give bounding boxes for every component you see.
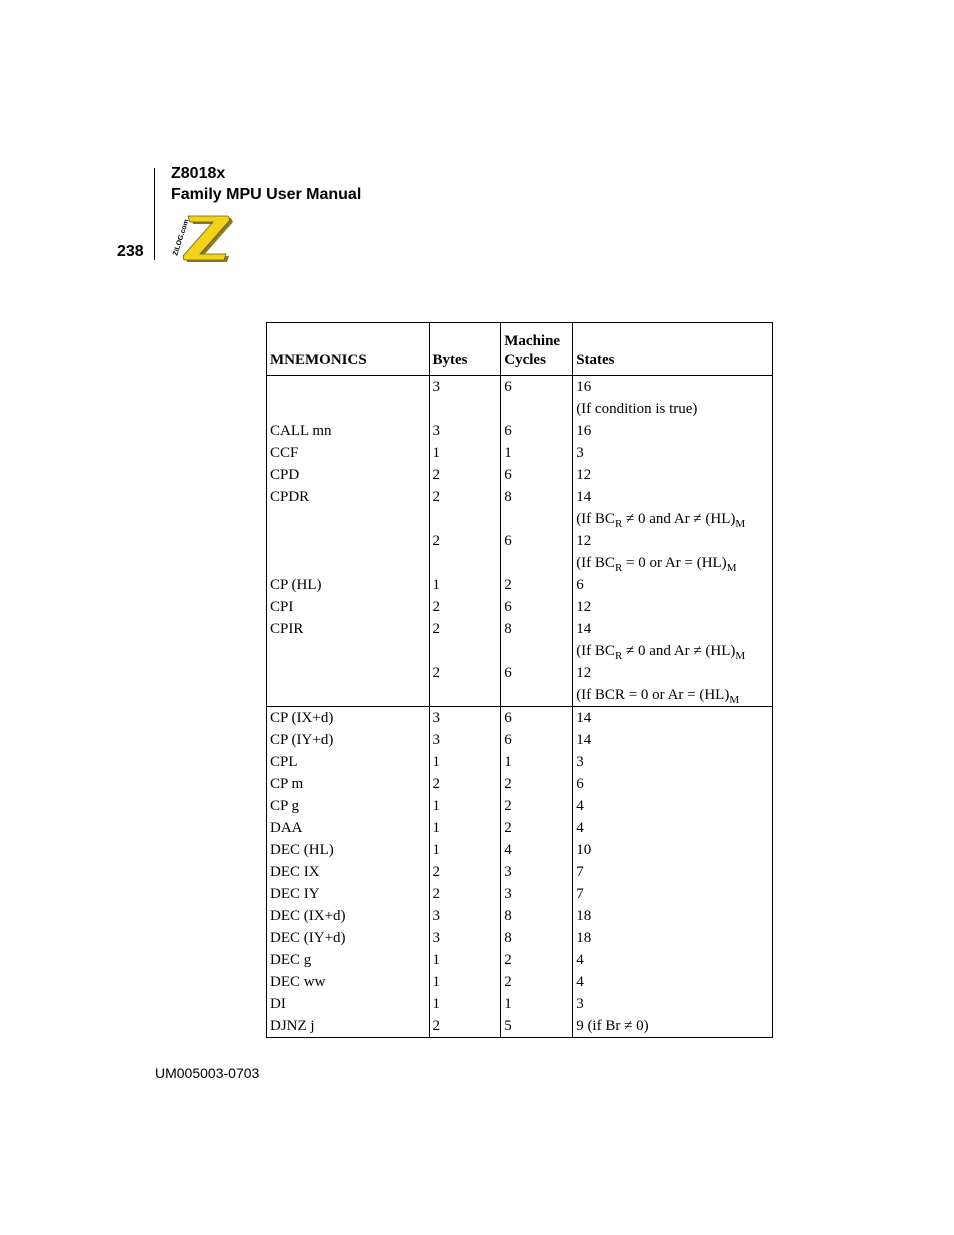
table-row [267,993,773,1015]
bytes-cell: 1 [429,993,501,1015]
states-cell: 10 [573,839,773,861]
mnemonic-cell [267,398,430,420]
mnemonic-cell [267,640,430,662]
table-row [267,420,773,442]
cycles-cell: 1 [501,442,573,464]
mnemonic-cell [267,376,430,399]
cycles-cell: 2 [501,574,573,596]
states-cell: 16 [573,420,773,442]
cycles-cell: 6 [501,596,573,618]
states-cell: 12 [573,596,773,618]
table-row [267,861,773,883]
cycles-cell: 1 [501,751,573,773]
mnemonic-cell: DJNZ j [267,1015,430,1038]
cycles-cell [501,640,573,662]
bytes-cell: 2 [429,662,501,684]
states-text: = 0 or Ar = (HL) [622,555,727,571]
states-text: (If BC [576,511,615,527]
header-divider [154,168,155,260]
mnemonic-cell: DI [267,993,430,1015]
mnemonic-cell: DEC g [267,949,430,971]
cycles-cell: 8 [501,618,573,640]
table-row [267,949,773,971]
mnemonic-cell [267,530,430,552]
table-row [267,839,773,861]
states-cell: 14 [573,707,773,730]
cycles-cell: 1 [501,993,573,1015]
bytes-cell: 3 [429,729,501,751]
table-row [267,662,773,684]
table-row [267,707,773,730]
states-cell: 14 [573,618,773,640]
cycles-cell: 2 [501,817,573,839]
states-cell: 3 [573,993,773,1015]
bytes-cell: 2 [429,861,501,883]
subscript: M [735,650,746,662]
states-cell: 12 [573,662,773,684]
states-cell [573,508,773,530]
bytes-cell: 1 [429,442,501,464]
table-row [267,596,773,618]
cycles-cell: 2 [501,949,573,971]
states-cell: 14 [573,486,773,508]
bytes-cell: 3 [429,420,501,442]
bytes-cell: 1 [429,971,501,993]
instruction-timing-table [266,322,773,1038]
bytes-cell: 1 [429,795,501,817]
bytes-cell: 3 [429,927,501,949]
cycles-cell: 6 [501,662,573,684]
table-row [267,905,773,927]
mnemonic-cell: CPDR [267,486,430,508]
cycles-cell: 4 [501,839,573,861]
mnemonic-cell: DEC IX [267,861,430,883]
bytes-cell: 2 [429,596,501,618]
states-cell: 6 [573,574,773,596]
table-row [267,729,773,751]
mnemonic-cell: DEC (HL) [267,839,430,861]
table-row [267,376,773,399]
bytes-cell: 2 [429,486,501,508]
subscript: R [614,650,623,662]
states-cell: 7 [573,861,773,883]
mnemonic-cell [267,552,430,574]
mnemonic-cell: DEC (IY+d) [267,927,430,949]
col-header-mnemonics: MNEMONICS [267,323,430,376]
states-cell: 6 [573,773,773,795]
states-cell: 4 [573,795,773,817]
subscript: R [614,518,623,530]
cycles-cell [501,508,573,530]
bytes-cell: 3 [429,707,501,730]
bytes-cell: 2 [429,1015,501,1038]
cycles-cell: 3 [501,861,573,883]
states-cell: 12 [573,530,773,552]
table-row [267,1015,773,1038]
bytes-cell: 3 [429,376,501,399]
cycles-cell: 5 [501,1015,573,1038]
mnemonic-cell: DEC IY [267,883,430,905]
bytes-cell: 1 [429,949,501,971]
mnemonic-cell: CPIR [267,618,430,640]
cycles-cell [501,684,573,707]
bytes-cell: 2 [429,530,501,552]
states-text: (If BC [576,643,615,659]
col-header-states: States [573,323,773,376]
bytes-cell: 2 [429,464,501,486]
states-text: (If BCR = 0 or Ar = (HL) [576,687,730,703]
table-row [267,773,773,795]
col-header-machine-cycles: Machine Cycles [501,323,573,376]
table-row [267,442,773,464]
subscript: M [726,562,737,574]
mnemonic-cell: CCF [267,442,430,464]
manual-title-line1: Z8018x [171,165,226,182]
table-row [267,971,773,993]
bytes-cell: 2 [429,773,501,795]
bytes-cell [429,640,501,662]
cycles-cell: 2 [501,773,573,795]
table-header-row [267,323,773,376]
subscript: M [735,518,746,530]
bytes-cell: 1 [429,839,501,861]
table-row [267,927,773,949]
subscript: R [614,562,623,574]
mnemonic-cell [267,684,430,707]
cycles-cell: 8 [501,905,573,927]
states-cell [573,640,773,662]
states-cell: 3 [573,442,773,464]
mnemonic-cell: CPD [267,464,430,486]
manual-title-line2: Family MPU User Manual [171,186,362,203]
bytes-cell: 1 [429,751,501,773]
table-row [267,751,773,773]
bytes-cell: 2 [429,618,501,640]
manual-title [171,163,361,205]
mnemonic-cell: DAA [267,817,430,839]
states-cell: 16 [573,376,773,399]
states-cell [573,684,773,707]
table-row [267,618,773,640]
mnemonic-cell [267,662,430,684]
bytes-cell [429,552,501,574]
logo-wordmark: ZiLOG.com [172,218,191,257]
states-text: (If BC [576,555,615,571]
states-cell: 18 [573,905,773,927]
cycles-cell: 6 [501,420,573,442]
states-cell: 14 [573,729,773,751]
table-row [267,508,773,530]
mnemonic-cell: DEC ww [267,971,430,993]
cycles-cell: 8 [501,486,573,508]
states-cell: 9 (if Br ≠ 0) [573,1015,773,1038]
mnemonic-cell: CALL mn [267,420,430,442]
mnemonic-cell: DEC (IX+d) [267,905,430,927]
mnemonic-cell: CP m [267,773,430,795]
states-cell: 3 [573,751,773,773]
cycles-cell: 6 [501,530,573,552]
subscript: M [729,694,740,706]
states-cell: 4 [573,971,773,993]
bytes-cell [429,398,501,420]
states-cell: 7 [573,883,773,905]
cycles-cell: 8 [501,927,573,949]
table-row [267,552,773,574]
cycles-cell: 6 [501,376,573,399]
states-cell: 12 [573,464,773,486]
col-header-bytes: Bytes [429,323,501,376]
cycles-cell [501,552,573,574]
states-cell [573,552,773,574]
zilog-logo-icon [168,210,234,262]
cycles-cell: 6 [501,729,573,751]
cycles-cell: 6 [501,707,573,730]
bytes-cell: 2 [429,883,501,905]
table-row [267,795,773,817]
cycles-cell: 2 [501,971,573,993]
mnemonic-cell: CP g [267,795,430,817]
page-number: 238 [117,243,144,260]
states-cell: (If condition is true) [573,398,773,420]
states-cell: 4 [573,817,773,839]
bytes-cell [429,684,501,707]
cycles-cell: 3 [501,883,573,905]
cycles-cell: 6 [501,464,573,486]
mnemonic-cell [267,508,430,530]
cycles-cell [501,398,573,420]
mnemonic-cell: CP (HL) [267,574,430,596]
mnemonic-cell: CP (IY+d) [267,729,430,751]
table-row [267,486,773,508]
mnemonic-cell: CPI [267,596,430,618]
states-cell: 18 [573,927,773,949]
document-id: UM005003-0703 [155,1065,260,1081]
bytes-cell: 1 [429,817,501,839]
cycles-cell: 2 [501,795,573,817]
mnemonic-cell: CP (IX+d) [267,707,430,730]
bytes-cell: 3 [429,905,501,927]
table-row [267,684,773,707]
table-row [267,640,773,662]
states-cell: 4 [573,949,773,971]
states-text: ≠ 0 and Ar ≠ (HL) [622,511,736,527]
table-row [267,464,773,486]
table-row [267,883,773,905]
table-row [267,817,773,839]
states-text: ≠ 0 and Ar ≠ (HL) [622,643,736,659]
table-row [267,574,773,596]
bytes-cell: 1 [429,574,501,596]
table-row [267,530,773,552]
mnemonic-cell: CPL [267,751,430,773]
table-row [267,398,773,420]
bytes-cell [429,508,501,530]
